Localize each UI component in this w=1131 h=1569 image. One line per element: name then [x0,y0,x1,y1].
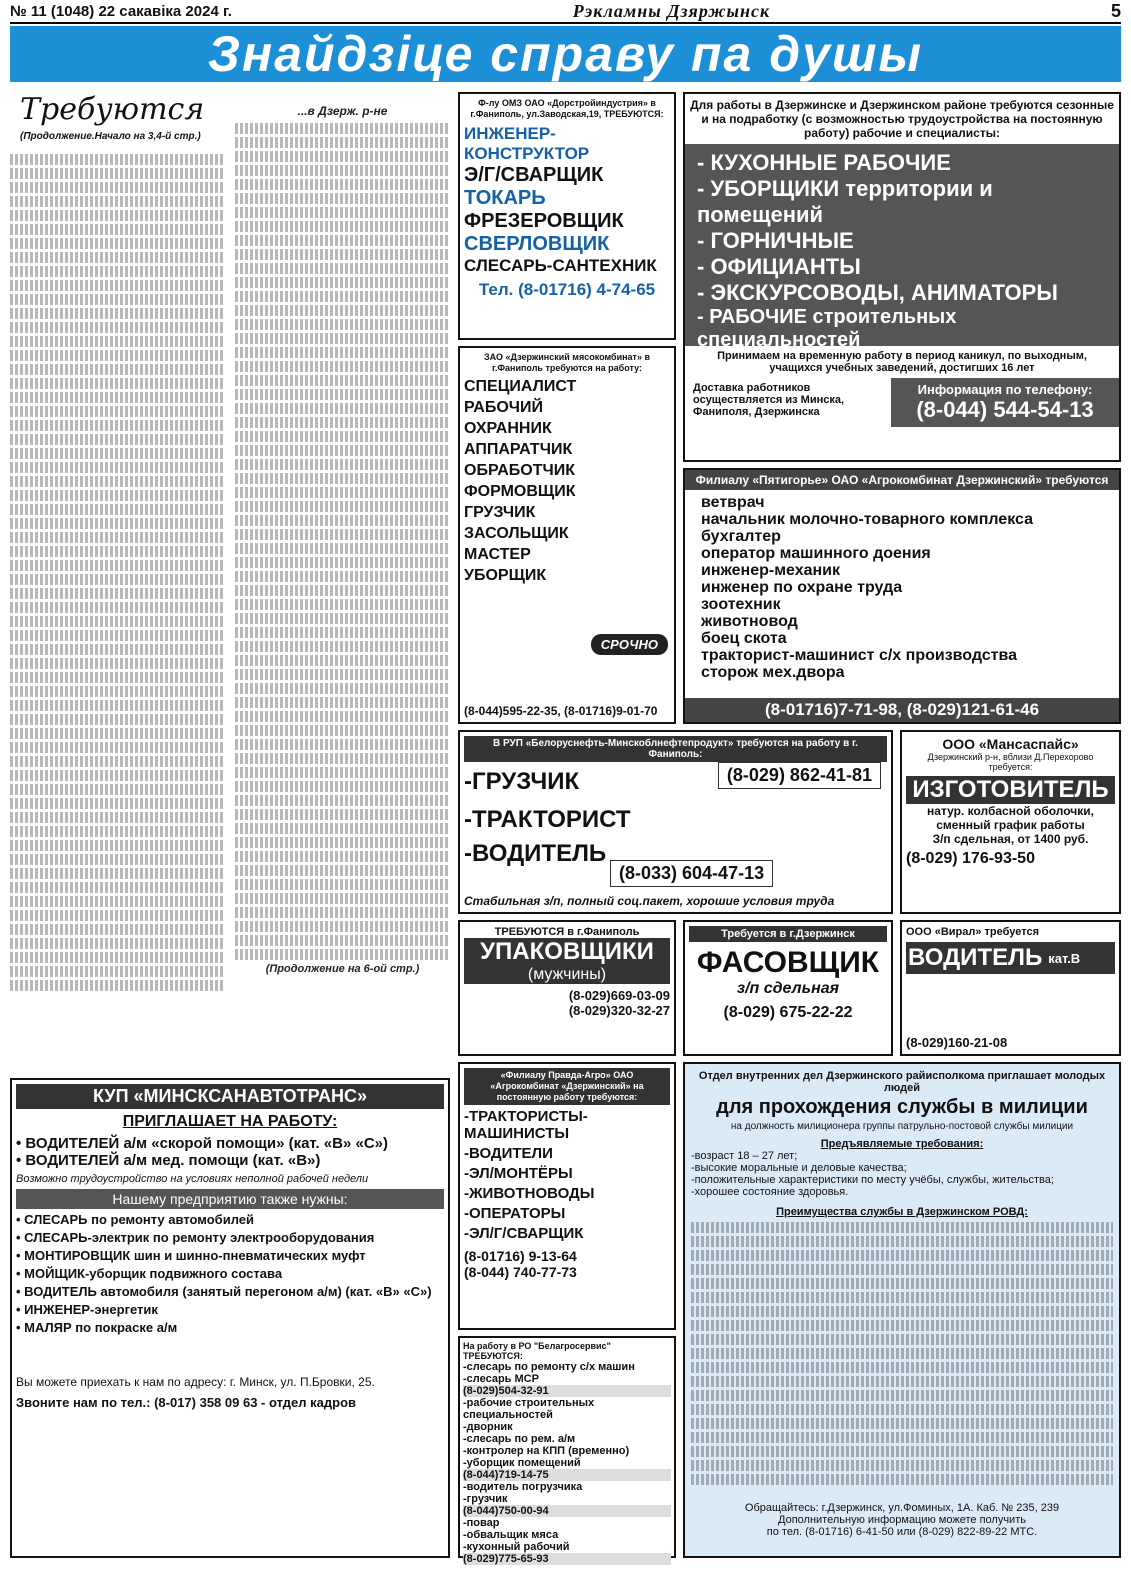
seasonal-job-4: - ОФИЦИАНТЫ [697,254,861,279]
minsksan-item-1: • СЛЕСАРЬ по ремонту автомобилей [16,1212,255,1227]
pyatigorye-ad [683,468,1121,724]
pyatigorye-job-4: оператор машинного доения [701,545,931,562]
district-subtitle: ...в Дзерж. р-не [297,104,388,118]
belorusneft-note: Стабильная з/п, полный соц.пакет, хорошие условия труда [464,894,835,908]
militia-phone: по тел. (8-01716) 6-41-50 или (8-029) 822-89-22 МТС. [766,1526,1038,1538]
pyatigorye-job-7: зоотехник [701,596,781,613]
belagro-job-10: -повар [463,1517,500,1529]
myaso-job-3: ОХРАННИК [464,420,552,437]
page-number: 5 [1110,0,1121,21]
trebuyutsa-intro: (Продолжение.Начало на 3,4-й стр.) [20,131,201,142]
belagro-title: На работу в РО "Белагросервис" ТРЕБУЮТСЯ: [463,1341,611,1361]
minsksan-phone: Звоните нам по тел.: (8-017) 358 09 63 - отдел кадров [16,1395,357,1410]
paper-title: Рэкламны Дзяржынск [572,0,771,21]
militia-req-3: -положительные характеристики по месту учёбы, службы, жительства; [691,1174,1054,1186]
seasonal-job-1: - КУХОННЫЕ РАБОЧИЕ [697,150,951,175]
viral-phone: (8-029)160-21-08 [906,1035,1008,1050]
upakovshchiki-phone-1: (8-029)669-03-09 [568,988,670,1003]
viral-ad [900,920,1121,1056]
pravda-job-4: -ЖИВОТНОВОДЫ [464,1185,595,1202]
myaso-job-9: МАСТЕР [464,546,531,563]
belagro-phone-4: (8-029)775-65-93 [463,1553,671,1565]
belorusneft-title: В РУП «Белоруснефть-Минскоблнефтепродукт» требуются на работу в г. Фаниполь: [464,736,887,762]
viral-title: ООО «Вирал» требуется [906,926,1039,938]
dorstroi-job-1: ИНЖЕНЕР-КОНСТРУКТОР [464,124,590,163]
minsksan-driver-1: • ВОДИТЕЛЕЙ а/м «скорой помощи» (кат. «В» «С») [16,1135,388,1152]
pravda-job-1: -ТРАКТОРИСТЫ-МАШИНИСТЫ [464,1108,588,1142]
belorusneft-ad [458,730,893,914]
dorstroi-ad [458,92,676,340]
minsksan-item-4: • МОЙЩИК-уборщик подвижного состава [16,1266,283,1281]
trebuyutsa-column [10,92,450,1062]
seasonal-info: Информация по телефону: [917,382,1093,397]
seasonal-list [685,144,1119,351]
dorstroi-job-4: ФРЕЗЕРОВЩИК [464,210,624,232]
minsksan-address: Вы можете приехать к нам по адресу: г. Минск, ул. П.Бровки, 25. [16,1375,375,1389]
dorstroi-job-3: ТОКАРЬ [464,187,546,209]
minsksan-item-3: • МОНТИРОВЩИК шин и шинно-пневматических муфт [16,1248,366,1263]
belagro-job-12: -кухонный рабочий [463,1541,570,1553]
minsksan-invite: ПРИГЛАШАЕТ НА РАБОТУ: [122,1113,338,1130]
minsksan-item-7: • МАЛЯР по покраске а/м [16,1320,178,1335]
pyatigorye-job-2: начальник молочно-товарного комплекса [701,511,1033,528]
pyatigorye-job-1: ветврач [701,494,765,511]
belagro-ad [458,1336,676,1565]
myaso-job-4: АППАРАТЧИК [464,441,573,458]
militia-req-title: Предъявляемые требования: [820,1138,984,1150]
seasonal-contact [891,378,1119,427]
pravda-job-5: -ОПЕРАТОРЫ [464,1205,566,1222]
belagro-job-9: -грузчик [463,1493,508,1505]
myaso-job-5: ОБРАБОТЧИК [464,462,575,479]
myaso-job-2: РАБОЧИЙ [464,399,544,416]
mansaspais-phone: (8-029) 176-93-50 [906,850,1035,867]
seasonal-job-6: - РАБОЧИЕ строительных специальностей [697,306,957,351]
seasonal-job-3: - ГОРНИЧНЫЕ [697,228,854,253]
militia-address: Обращайтесь: г.Дзержинск, ул.Фоминых, 1А. Каб. № 235, 239 [744,1502,1060,1514]
mansaspais-sub: Дзержинский р-н, вблизи Д.Перехорово требуется: [927,752,1094,772]
belagro-job-7: -уборщик помещений [463,1457,581,1469]
pyatigorye-job-5: инженер-механик [701,562,841,579]
seasonal-footer [685,378,1119,427]
viral-job-row [906,942,1115,974]
trebuyutsa-title: Требуются [20,92,205,127]
viral-cat: кат.В [1048,950,1081,966]
pyatigorye-list [685,490,1119,685]
minsksan-title: КУП «МИНСКСАНАВТОТРАНС» [16,1084,444,1109]
upakovshchiki-job: УПАКОВЩИКИ [464,938,670,966]
myaso-job-8: ЗАСОЛЬЩИК [464,525,569,542]
mansaspais-ad [900,730,1121,914]
militia-advantages [691,1222,1113,1502]
belorusneft-job-1: -ГРУЗЧИК [464,768,580,795]
militia-req-2: -высокие моральные и деловые качества; [691,1162,907,1174]
upakovshchiki-title: ТРЕБУЮТСЯ в г.Фаниполь [494,926,640,938]
seasonal-ad [683,92,1121,462]
upakovshchiki-ad [458,920,676,1056]
belagro-job-2: -слесарь МСР [463,1373,539,1385]
belorusneft-job-2: -ТРАКТОРИСТ [464,806,631,833]
viral-job: ВОДИТЕЛЬ [908,944,1043,971]
classifieds-text-left [10,154,225,1054]
militia-job: для прохождения службы в милиции [716,1096,1088,1118]
issue-info: № 11 (1048) 22 сакавіка 2024 г. [10,2,232,20]
upakovshchiki-sub: (мужчины) [464,966,670,984]
minsksan-also: Нашему предприятию также нужны: [16,1189,444,1209]
minsksan-driver-2: • ВОДИТЕЛЕЙ а/м мед. помощи (кат. «В») [16,1152,321,1169]
minsksan-item-6: • ИНЖЕНЕР-энергетик [16,1302,158,1317]
minsksan-item-2: • СЛЕСАРЬ-электрик по ремонту электрооборудования [16,1230,375,1245]
belagro-job-3: -рабочие строительных специальностей [463,1397,595,1421]
belagro-job-11: -обвальщик мяса [463,1529,559,1541]
fasovshchik-title: Требуется в г.Дзержинск [689,926,887,942]
myaso-job-7: ГРУЗЧИК [464,504,536,521]
mansaspais-desc: натур. колбасной оболочки, сменный график работы [927,804,1094,832]
belagro-job-4: -дворник [463,1421,513,1433]
pravda-job-3: -ЭЛ/МОНТЁРЫ [464,1165,573,1182]
dorstroi-job-2: Э/Г/СВАРЩИК [464,164,604,186]
pravda-phone-2: (8-044) 740-77-73 [464,1264,577,1280]
dorstroi-job-6: СЛЕСАРЬ-САНТЕХНИК [464,256,657,275]
myaso-ad [458,346,676,724]
pyatigorye-job-6: инженер по охране труда [701,579,903,596]
belagro-phone-2: (8-044)719-14-75 [463,1469,671,1481]
myaso-list [464,378,670,585]
belagro-job-8: -водитель погрузчика [463,1481,583,1493]
mansaspais-pay: З/п сдельная, от 1400 руб. [932,832,1089,846]
seasonal-job-2: - УБОРЩИКИ территории и помещений [697,176,993,227]
pyatigorye-phone: (8-01716)7-71-98, (8-029)121-61-46 [685,698,1119,722]
belorusneft-job-3: -ВОДИТЕЛЬ [464,840,607,867]
pyatigorye-title: Филиалу «Пятигорье» ОАО «Агрокомбинат Дзержинский» требуются [685,470,1119,490]
myaso-job-1: СПЕЦИАЛИСТ [464,378,577,395]
militia-title: Отдел внутренних дел Дзержинского райисполкома приглашает молодых людей [698,1070,1106,1094]
dorstroi-job-5: СВЕРЛОВЩИК [464,233,610,255]
mansaspais-title: ООО «Мансаспайс» [942,736,1079,752]
seasonal-title: Для работы в Дзержинске и Дзержинском районе требуются сезонные и на подработку (с возможностью трудоустройства на постоянную работу) рабочие и специалисты: [690,98,1114,140]
belagro-job-5: -слесарь по рем. а/м [463,1433,576,1445]
belorusneft-phone-2: (8-033) 604-47-13 [610,860,773,887]
minsksan-item-5: • ВОДИТЕЛЬ автомобиля (занятый перегоном а/м) (кат. «В» «С») [16,1284,432,1299]
militia-ad [683,1062,1121,1558]
dorstroi-phone: Тел. (8-01716) 4-74-65 [478,280,656,299]
pravda-title: «Филиалу Правда-Агро» ОАО «Агрокомбинат «Дзержинский» на постоянную работу требуются: [464,1068,670,1105]
myaso-phone: (8-044)595-22-35, (8-01716)9-01-70 [464,704,658,718]
banner-title: Знайдзіце справу па душы [10,26,1121,82]
minsksan-note: Возможно трудоустройство на условиях неполной рабочей недели [16,1173,369,1185]
belagro-phone-1: (8-029)504-32-91 [463,1385,671,1397]
militia-adv-title: Преимущества службы в Дзержинском РОВД: [776,1206,1028,1218]
pyatigorye-job-11: сторож мех.двора [701,664,845,681]
upakovshchiki-phone-2: (8-029)320-32-27 [568,1003,670,1018]
pravda-job-6: -ЭЛ/Г/СВАРЩИК [464,1225,584,1242]
seasonal-phone: (8-044) 544-54-13 [916,397,1094,422]
fasovshchik-job: ФАСОВЩИК [696,946,880,979]
belagro-job-6: -контролер на КПП (временно) [463,1445,630,1457]
myaso-job-10: УБОРЩИК [464,567,547,584]
seasonal-delivery: Доставка работников осуществляется из Минска, Фаниполя, Дзержинска [693,382,845,418]
pravda-ad [458,1062,676,1330]
myaso-title: ЗАО «Дзержинский мясокомбинат» в г.Фаниполь требуются на работу: [483,352,651,373]
pyatigorye-job-9: боец скота [701,630,787,647]
pyatigorye-job-8: животновод [701,613,798,630]
classifieds-text-right [235,92,450,1042]
militia-req-4: -хорошее состояние здоровья. [691,1186,849,1198]
fasovshchik-phone: (8-029) 675-22-22 [723,1004,853,1021]
myaso-job-6: ФОРМОВЩИК [464,483,576,500]
urgent-badge: СРОЧНО [591,634,668,655]
page-header [10,0,1121,24]
belagro-job-1: -слесарь по ремонту с/х машин [463,1361,635,1373]
mansaspais-job: ИЗГОТОВИТЕЛЬ [906,776,1115,804]
pravda-job-2: -ВОДИТЕЛИ [464,1145,553,1162]
militia-info: Дополнительную информацию можете получить [778,1514,1026,1526]
militia-sub: на должность милиционера группы патрульно-постовой службы милиции [730,1121,1074,1132]
minsksan-ad [10,1078,450,1558]
seasonal-job-5: - ЭКСКУРСОВОДЫ, АНИМАТОРЫ [697,280,1058,305]
dorstroi-title: Ф-лу ОМЗ ОАО «Дорстройиндустрия» в г.Фаниполь, ул.Заводская,19, ТРЕБУЮТСЯ: [470,98,664,119]
belagro-phone-3: (8-044)750-00-94 [463,1505,671,1517]
belorusneft-phone-1: (8-029) 862-41-81 [718,762,881,789]
fasovshchik-ad [683,920,893,1056]
pyatigorye-job-3: бухгалтер [701,528,781,545]
militia-req-1: -возраст 18 – 27 лет; [691,1150,798,1162]
pravda-phone-1: (8-01716) 9-13-64 [464,1248,577,1264]
fasovshchik-pay: з/п сдельная [736,980,840,997]
continued-note: (Продолжение на 6-ой стр.) [265,963,420,975]
pyatigorye-job-10: тракторист-машинист с/х производства [701,647,1018,664]
seasonal-note: Принимаем на временную работу в период каникул, по выходным, учащихся учебных заведений, достигших 16 лет [717,350,1087,374]
